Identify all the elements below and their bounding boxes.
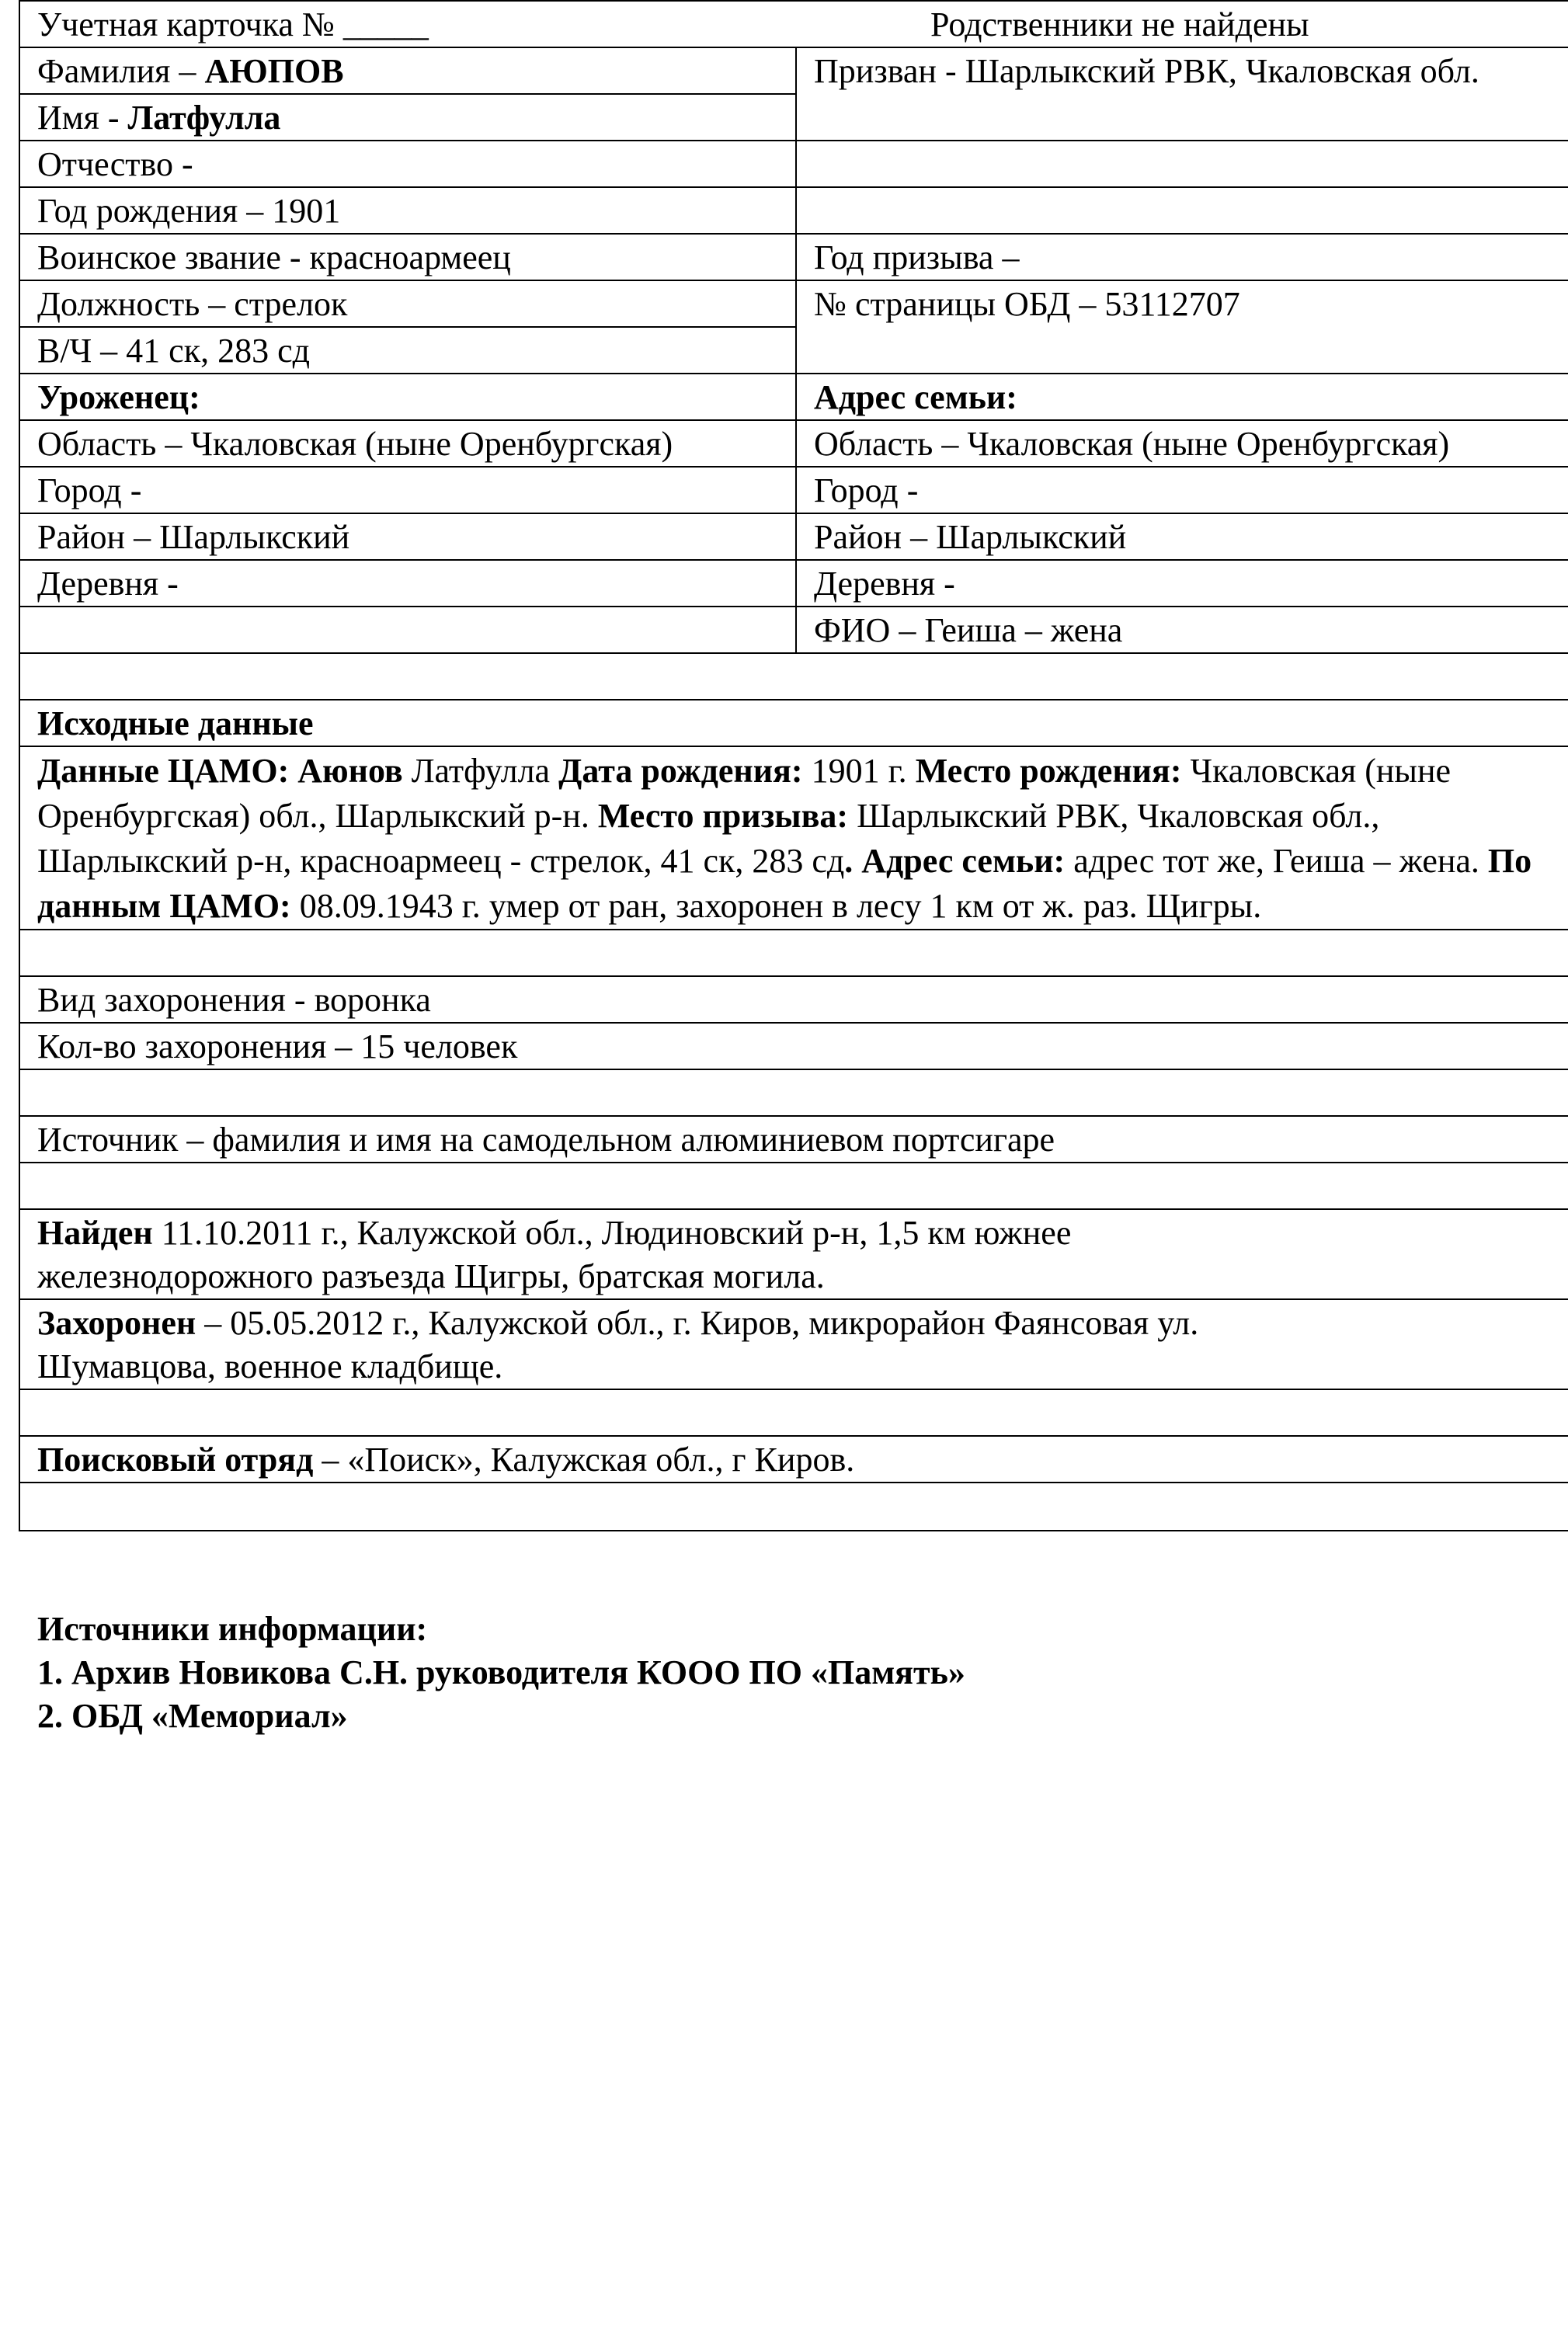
family-address-label: . Адрес семьи:	[844, 842, 1066, 880]
birth-date-label: Дата рождения:	[558, 752, 803, 790]
spacer-row	[19, 1163, 1568, 1209]
empty-cell	[19, 1069, 1568, 1116]
squad-label: Поисковый отряд	[37, 1441, 314, 1479]
source-heading-row	[19, 700, 1568, 746]
burial-type: Вид захоронения - воронка	[19, 976, 1568, 1023]
origin-district: Район – Шарлыкский	[19, 513, 796, 560]
obd-page-cell: № страницы ОБД – 53112707	[796, 280, 1568, 374]
card-header-row	[19, 1, 1568, 47]
squad-text: – «Поиск», Калужская обл., г Киров.	[313, 1441, 855, 1479]
patronymic-cell: Отчество -	[19, 141, 796, 187]
patronymic-row	[19, 141, 1568, 187]
found-label: Найден	[37, 1214, 153, 1252]
spacer-row	[19, 1483, 1568, 1531]
draft-place-label: Место призыва:	[597, 797, 849, 835]
buried-line1: – 05.05.2012 г., Калужской обл., г. Киров, микрорайон Фаянсовая ул.	[196, 1304, 1199, 1342]
region-row	[19, 420, 1568, 467]
position-cell: Должность – стрелок	[19, 280, 796, 327]
empty-cell	[19, 1163, 1568, 1209]
squad-row	[19, 1436, 1568, 1483]
family-fio: ФИО – Геиша – жена	[796, 607, 1568, 653]
rank-row	[19, 234, 1568, 280]
birth-date-text: 1901 г.	[802, 752, 916, 790]
unit-cell: В/Ч – 41 ск, 283 сд	[19, 327, 796, 374]
empty-cell	[19, 653, 1568, 700]
card-number: _____	[342, 5, 429, 43]
source-data-paragraph	[19, 746, 1568, 930]
source-data-heading: Исходные данные	[19, 700, 1568, 746]
buried-cell	[19, 1299, 1568, 1389]
buried-label: Захоронен	[37, 1304, 196, 1342]
spacer-row	[19, 653, 1568, 700]
information-sources	[37, 1608, 965, 1738]
empty-cell	[19, 1389, 1568, 1436]
birth-year-cell: Год рождения – 1901	[19, 187, 796, 234]
card-header-cell	[19, 1, 1568, 47]
family-region: Область – Чкаловская (ныне Оренбургская)	[796, 420, 1568, 467]
birth-place-label: Место рождения:	[915, 752, 1182, 790]
found-row	[19, 1209, 1568, 1299]
surname-row	[19, 47, 1568, 94]
sources-heading: Источники информации:	[37, 1610, 428, 1648]
spacer-row	[19, 930, 1568, 976]
fio-row	[19, 607, 1568, 653]
source-item-2: 2. ОБД «Мемориал»	[37, 1697, 348, 1735]
burial-source-row	[19, 1116, 1568, 1163]
squad-cell	[19, 1436, 1568, 1483]
surname-value: АЮПОВ	[204, 52, 344, 90]
family-city: Город -	[796, 467, 1568, 513]
draft-place-text: Шарлыкский РВК, Чкаловская обл., Шарлыкский р-н, красноармеец - стрелок, 41 ск, 283 сд	[37, 797, 1380, 880]
district-row	[19, 513, 1568, 560]
relatives-status: Родственники не найдены	[930, 5, 1309, 43]
name-label: Имя -	[37, 99, 128, 137]
source-item-1: 1. Архив Новикова С.Н. руководителя КООО ПО «Память»	[37, 1653, 965, 1691]
burial-count: Кол-во захоронения – 15 человек	[19, 1023, 1568, 1069]
name-cell	[19, 94, 796, 141]
empty-cell	[796, 187, 1568, 234]
birth-year-row	[19, 187, 1568, 234]
found-cell	[19, 1209, 1568, 1299]
empty-cell	[796, 141, 1568, 187]
draft-year-cell: Год призыва –	[796, 234, 1568, 280]
origin-region: Область – Чкаловская (ныне Оренбургская)	[19, 420, 796, 467]
buried-row	[19, 1299, 1568, 1389]
drafted-cell: Призван - Шарлыкский РВК, Чкаловская обл.	[796, 47, 1568, 141]
birth-place-text: Чкаловская (ныне Оренбургская) обл., Шарлыкский р-н.	[37, 752, 1452, 835]
village-row	[19, 560, 1568, 607]
registration-card	[19, 0, 1568, 1531]
origin-heading: Уроженец:	[19, 374, 796, 420]
address-heading-row	[19, 374, 1568, 420]
card-label: Учетная карточка №	[37, 5, 343, 43]
empty-cell	[19, 607, 796, 653]
origin-city: Город -	[19, 467, 796, 513]
family-village: Деревня -	[796, 560, 1568, 607]
burial-count-row	[19, 1023, 1568, 1069]
city-row	[19, 467, 1568, 513]
surname-label: Фамилия –	[37, 52, 205, 90]
empty-cell	[19, 1483, 1568, 1531]
rank-cell: Воинское звание - красноармеец	[19, 234, 796, 280]
family-address-text: адрес тот же, Геиша – жена.	[1065, 842, 1488, 880]
burial-type-row	[19, 976, 1568, 1023]
found-line1: 11.10.2011 г., Калужской обл., Людиновский р-н, 1,5 км южнее	[152, 1214, 1072, 1252]
spacer-row	[19, 1389, 1568, 1436]
found-line2: железнодорожного разъезда Щигры, братская могила.	[37, 1257, 825, 1295]
spacer-row	[19, 1069, 1568, 1116]
tsamo-text: Латфулла	[402, 752, 559, 790]
empty-cell	[19, 930, 1568, 976]
buried-line2: Шумавцова, военное кладбище.	[37, 1347, 503, 1385]
tsamo-record-text: 08.09.1943 г. умер от ран, захоронен в лесу 1 км от ж. раз. Щигры.	[290, 887, 1262, 925]
position-row	[19, 280, 1568, 327]
source-data-row	[19, 746, 1568, 930]
family-district: Район – Шарлыкский	[796, 513, 1568, 560]
tsamo-record-label: По данным ЦАМО:	[37, 842, 1532, 925]
surname-cell	[19, 47, 796, 94]
name-value: Латфулла	[127, 99, 281, 137]
family-heading: Адрес семьи:	[796, 374, 1568, 420]
tsamo-label: Данные ЦАМО: Аюнов	[37, 752, 403, 790]
burial-source: Источник – фамилия и имя на самодельном алюминиевом портсигаре	[19, 1116, 1568, 1163]
origin-village: Деревня -	[19, 560, 796, 607]
